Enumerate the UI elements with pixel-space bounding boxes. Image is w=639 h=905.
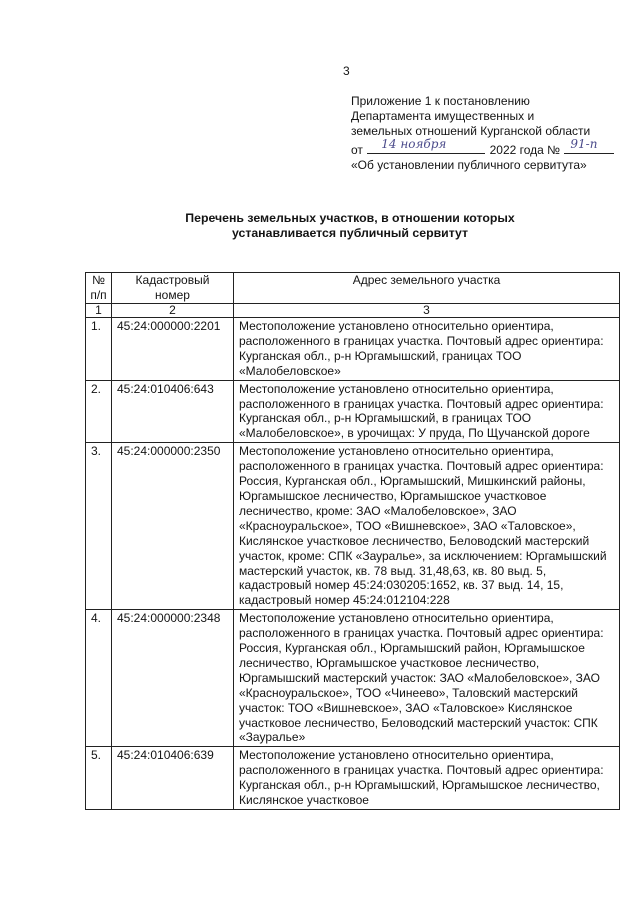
parcels-table bbox=[85, 272, 620, 810]
appendix-line-5: «Об установлении публичного сервитута» bbox=[351, 157, 587, 172]
row-number: 5. bbox=[86, 747, 112, 810]
address-cell: Местоположение установлено относительно ориентира, расположенного в границах участка. Почтовый адрес ориентира: Курганская обл., р-н Юргамышский, в границах ТОО «Малобеловское», в урочищах: У пруда, По Щучанской дороге bbox=[234, 380, 620, 443]
table-row bbox=[86, 318, 620, 381]
column-number: 3 bbox=[234, 304, 620, 318]
address-cell: Местоположение установлено относительно ориентира, расположенного в границах участка. Почтовый адрес ориентира: Россия, Курганская обл., Юргамышский район, Юргамышское лесничество, Юргамышское участковое лесничество, Юргамышский мастерский участок: ЗАО «Малобеловское», ЗАО «Красноуральское», ТОО «Чинеево», Таловский мастерский участок: ТОО «Вишневское», ЗАО «Таловское» Кислянское участковое лесничество, Беловодский мастерский участок: СПК «Зауралье» bbox=[234, 610, 620, 747]
header-cadastral-line-1: Кадастровый bbox=[135, 273, 210, 287]
title-line-2: устанавливается публичный сервитут bbox=[231, 226, 469, 240]
table-header-row bbox=[86, 273, 620, 304]
cadastral-number: 45:24:000000:2201 bbox=[112, 318, 234, 381]
address-cell: Местоположение установлено относительно ориентира, расположенного в границах участка. Почтовый адрес ориентира: Курганская обл., р-н Юргамышский, границах ТОО «Малобеловское» bbox=[234, 318, 620, 381]
cadastral-number: 45:24:000000:2350 bbox=[112, 443, 234, 610]
year-text: 2022 года № bbox=[489, 142, 561, 157]
appendix-date-line bbox=[351, 137, 631, 158]
header-address: Адрес земельного участка bbox=[234, 273, 620, 304]
row-number: 4. bbox=[86, 610, 112, 747]
address-cell: Местоположение установлено относительно ориентира, расположенного в границах участка. Почтовый адрес ориентира: Россия, Курганская обл., Юргамышский, Мишкинский районы, Юргамышское лесничество, Юргамышское участковое лесничество, кроме: ЗАО «Малобеловское», ЗАО «Красноуральское», ТОО «Вишневское», ЗАО «Таловское», Кислянское участковое лесничество, Беловодский мастерский участок, кроме: СПК «Зауралье», за исключением: Юргамышский мастерский участок, кв. 78 выд. 31,48,63, кв. 80 выд. 5, кадастровый номер 45:24:030205:1652, кв. 37 выд. 14, 15, кадастровый номер 45:24:012104:228 bbox=[234, 443, 620, 610]
header-num bbox=[86, 273, 112, 304]
appendix-line-3: земельных отношений Курганской области bbox=[351, 124, 591, 139]
appendix-header bbox=[351, 94, 631, 173]
header-cadastral bbox=[112, 273, 234, 304]
header-num-line-2: п/п bbox=[90, 287, 107, 302]
number-blank bbox=[564, 137, 614, 154]
title-line-1: Перечень земельных участков, в отношении которых bbox=[185, 211, 515, 225]
column-number: 1 bbox=[86, 304, 112, 318]
row-number: 2. bbox=[86, 380, 112, 443]
header-cadastral-line-2: номер bbox=[155, 287, 190, 302]
cadastral-number: 45:24:010406:643 bbox=[112, 380, 234, 443]
column-number-row bbox=[86, 304, 620, 318]
table-row bbox=[86, 610, 620, 747]
row-number: 3. bbox=[86, 443, 112, 610]
address-cell: Местоположение установлено относительно ориентира, расположенного в границах участка. Почтовый адрес ориентира: Курганская обл., р-н Юргамышский, Юргамышское лесничество, Кислянское участковое bbox=[234, 747, 620, 810]
table-row bbox=[86, 380, 620, 443]
handwritten-date: 14 ноября bbox=[381, 137, 447, 152]
appendix-line-1: Приложение 1 к постановлению bbox=[351, 94, 530, 108]
table-row bbox=[86, 443, 620, 610]
row-number: 1. bbox=[86, 318, 112, 381]
appendix-line-2: Департамента имущественных и bbox=[351, 109, 535, 124]
page-number: 3 bbox=[343, 64, 350, 78]
column-number: 2 bbox=[112, 304, 234, 318]
cadastral-number: 45:24:000000:2348 bbox=[112, 610, 234, 747]
table-row bbox=[86, 747, 620, 810]
header-num-line-1: № bbox=[92, 273, 105, 287]
from-prefix: от bbox=[351, 142, 363, 157]
handwritten-number: 91-п bbox=[570, 137, 598, 152]
document-title bbox=[150, 211, 550, 241]
cadastral-number: 45:24:010406:639 bbox=[112, 747, 234, 810]
date-blank bbox=[367, 137, 485, 154]
